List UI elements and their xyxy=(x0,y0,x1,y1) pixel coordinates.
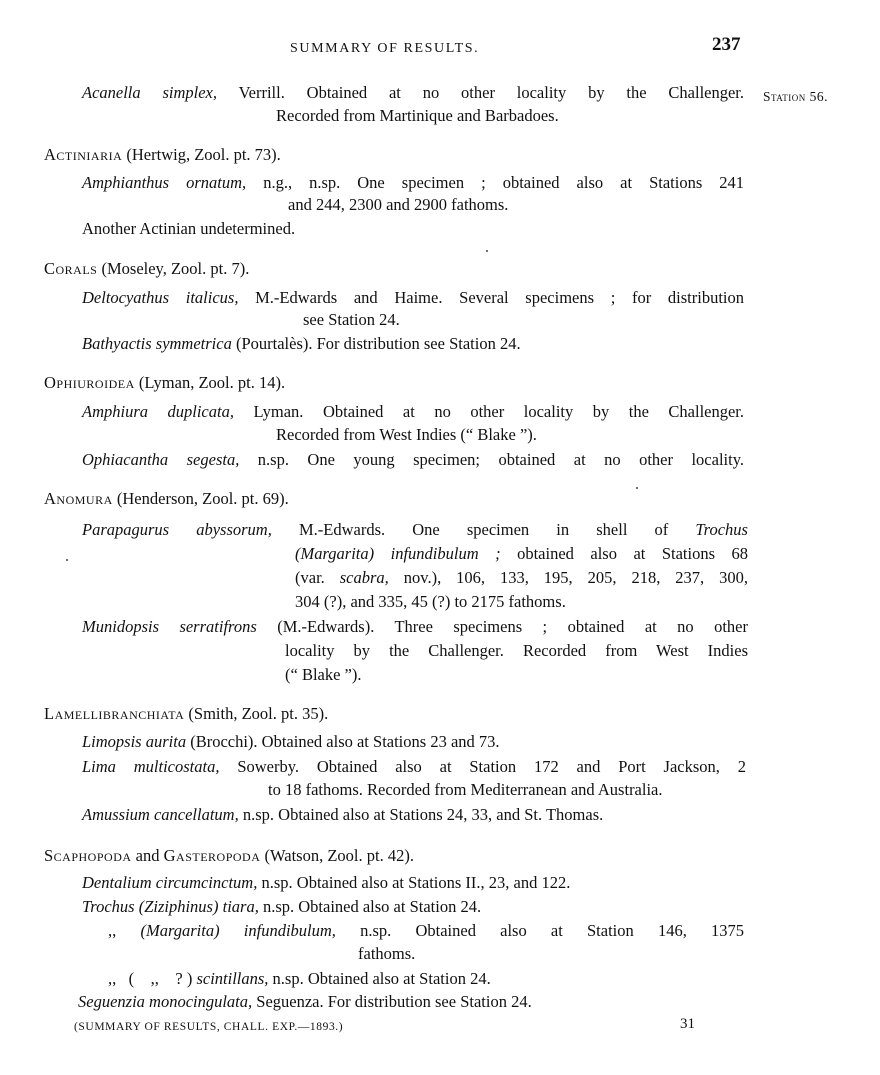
ditto-mark: ,, ( ,, ? ) xyxy=(108,969,193,988)
station-label: Station 56. xyxy=(763,89,829,104)
entry-deltocyathus xyxy=(82,287,744,309)
page-number: 237 xyxy=(712,34,741,55)
entry-text: n.sp. Obtained also at Stations 24, 33, and St. Thomas. xyxy=(242,805,604,824)
entry-text-cont: Recorded from Martinique and Barbadoes. xyxy=(276,106,559,125)
species-name: Ophiacantha segesta, xyxy=(82,450,240,469)
group-name: Actiniaria xyxy=(44,145,123,164)
subgenus-name: Ziziphinus xyxy=(144,897,213,916)
entry-lima xyxy=(82,756,746,778)
entry-text: M.-Edwards. One specimen in shell of xyxy=(298,520,669,539)
entry-text: locality by the Challenger. Recorded from West Indies xyxy=(285,641,748,660)
entry-text: Lyman. Obtained at no other locality by the Challenger. xyxy=(253,402,745,421)
entry-text-cont: (“ Blake ”). xyxy=(285,665,362,684)
entry-text-cont: fathoms. xyxy=(358,944,416,963)
group-name: Lamellibranchiata xyxy=(44,704,185,723)
section-heading-actiniaria xyxy=(44,144,281,166)
species-name: Dentalium circumcinctum, xyxy=(82,873,258,892)
group-ref: (Smith, Zool. pt. 35). xyxy=(188,704,329,723)
species-name: Lima multicostata, xyxy=(82,757,220,776)
entry-amphiura xyxy=(82,401,744,423)
entry-text: (Pourtalès). For distribution see Station 24. xyxy=(235,334,521,353)
group-name: Scaphopoda xyxy=(44,846,132,865)
entry-text: obtained also at Stations 68 xyxy=(517,544,748,563)
print-speck xyxy=(636,487,638,489)
species-name: Amphiura duplicata, xyxy=(82,402,234,421)
section-heading-anomura xyxy=(44,488,289,510)
species-name: Deltocyathus italicus, xyxy=(82,288,239,307)
entry-munidopsis xyxy=(82,616,748,638)
entry-text-cont: and 244, 2300 and 2900 fathoms. xyxy=(288,195,509,214)
species-name: Trochus ( xyxy=(82,897,145,916)
entry-text: n.sp. Obtained also at Station 146, 1375 xyxy=(360,921,745,940)
entry-text: nov.), 106, 133, 195, 205, 218, 237, 300, xyxy=(403,568,749,587)
group-conj: and xyxy=(135,846,160,865)
entry-text: (var. xyxy=(295,568,325,587)
entry-amussium xyxy=(82,804,603,826)
entry-amphianthus xyxy=(82,172,744,194)
species-name: scintillans, xyxy=(196,969,269,988)
group-ref: (Moseley, Zool. pt. 7). xyxy=(101,259,250,278)
entry-margarita xyxy=(108,920,744,942)
entry-text: M.-Edwards and Haime. Several specimens ; for distribution xyxy=(255,288,744,307)
group-ref: (Watson, Zool. pt. 42). xyxy=(264,846,414,865)
entry-text-cont xyxy=(295,543,748,565)
entry-scintillans xyxy=(108,968,491,990)
ditto-mark: ,, xyxy=(108,921,117,940)
species-name: Bathyactis symmetrica xyxy=(82,334,232,353)
entry-limopsis xyxy=(82,731,500,753)
genus-name: Trochus xyxy=(695,520,748,539)
section-heading-corals xyxy=(44,258,249,280)
entry-text: n.sp. Obtained also at Station 24. xyxy=(272,969,491,988)
entry-text: n.sp. Obtained also at Stations II., 23, and 122. xyxy=(261,873,571,892)
entry-text: n.sp. Obtained also at Station 24. xyxy=(262,897,482,916)
print-speck xyxy=(486,250,488,252)
entry-text-cont: to 18 fathoms. Recorded from Mediterranean and Australia. xyxy=(268,780,663,799)
entry-seguenzia xyxy=(78,991,532,1013)
species-name: (Margarita) infundibulum, xyxy=(140,921,336,940)
section-heading-ophiuroidea xyxy=(44,372,285,394)
footer-sheet-number: 31 xyxy=(680,1016,695,1032)
group-name: Anomura xyxy=(44,489,113,508)
print-speck xyxy=(66,559,68,561)
section-heading-lamellibranchiata xyxy=(44,703,328,725)
entry-text: (Brocchi). Obtained also at Stations 23 and 73. xyxy=(190,732,500,751)
entry-text: Seguenza. For distribution see Station 24. xyxy=(256,992,532,1011)
entry-text: Sowerby. Obtained also at Station 172 and Port Jackson, 2 xyxy=(237,757,746,776)
species-name: (Margarita) infundibulum ; xyxy=(295,544,501,563)
entry-parapagurus xyxy=(82,519,748,541)
entry-text-cont xyxy=(295,567,748,589)
species-name: Amussium cancellatum, xyxy=(82,805,239,824)
entry-text-cont xyxy=(285,640,748,662)
group-name: Ophiuroidea xyxy=(44,373,135,392)
entry-text: n.sp. One young specimen; obtained at no other locality. xyxy=(257,450,745,469)
group-ref: (Lyman, Zool. pt. 14). xyxy=(138,373,286,392)
group-ref: (Hertwig, Zool. pt. 73). xyxy=(126,145,281,164)
entry-text-cont: Recorded from West Indies (“ Blake ”). xyxy=(276,425,537,444)
species-name: Parapagurus abyssorum, xyxy=(82,520,272,539)
entry-ophiacantha xyxy=(82,449,744,471)
species-name: Amphianthus ornatum, xyxy=(82,173,247,192)
species-name: Seguenzia monocingulata, xyxy=(78,992,253,1011)
running-title: SUMMARY OF RESULTS. xyxy=(290,41,480,56)
group-name: Gasteropoda xyxy=(163,846,261,865)
entry-bathyactis xyxy=(82,333,521,355)
entry-text-cont: 304 (?), and 335, 45 (?) to 2175 fathoms. xyxy=(295,592,566,611)
entry-text-cont: see Station 24. xyxy=(303,310,400,329)
group-ref: (Henderson, Zool. pt. 69). xyxy=(116,489,289,508)
footer-signature: (SUMMARY OF RESULTS, CHALL. EXP.—1893.) xyxy=(74,1021,344,1033)
species-name: ) tiara, xyxy=(212,897,259,916)
entry-text: (M.-Edwards). Three specimens ; obtained at no other xyxy=(277,617,748,636)
entry-dentalium xyxy=(82,872,570,894)
variety-name: scabra, xyxy=(339,568,389,587)
entry-acanella xyxy=(82,82,744,104)
entry-other: Another Actinian undetermined. xyxy=(82,219,296,238)
entry-trochus xyxy=(82,896,481,918)
species-name: Limopsis aurita xyxy=(82,732,187,751)
entry-text: Verrill. Obtained at no other locality by the Challenger. xyxy=(238,83,745,102)
group-name: Corals xyxy=(44,259,98,278)
species-name: Acanella simplex, xyxy=(82,83,218,102)
entry-text: n.g., n.sp. One specimen ; obtained also at Stations 241 xyxy=(263,173,745,192)
species-name: Munidopsis serratifrons xyxy=(82,617,257,636)
section-heading-scaphopoda xyxy=(44,845,414,867)
